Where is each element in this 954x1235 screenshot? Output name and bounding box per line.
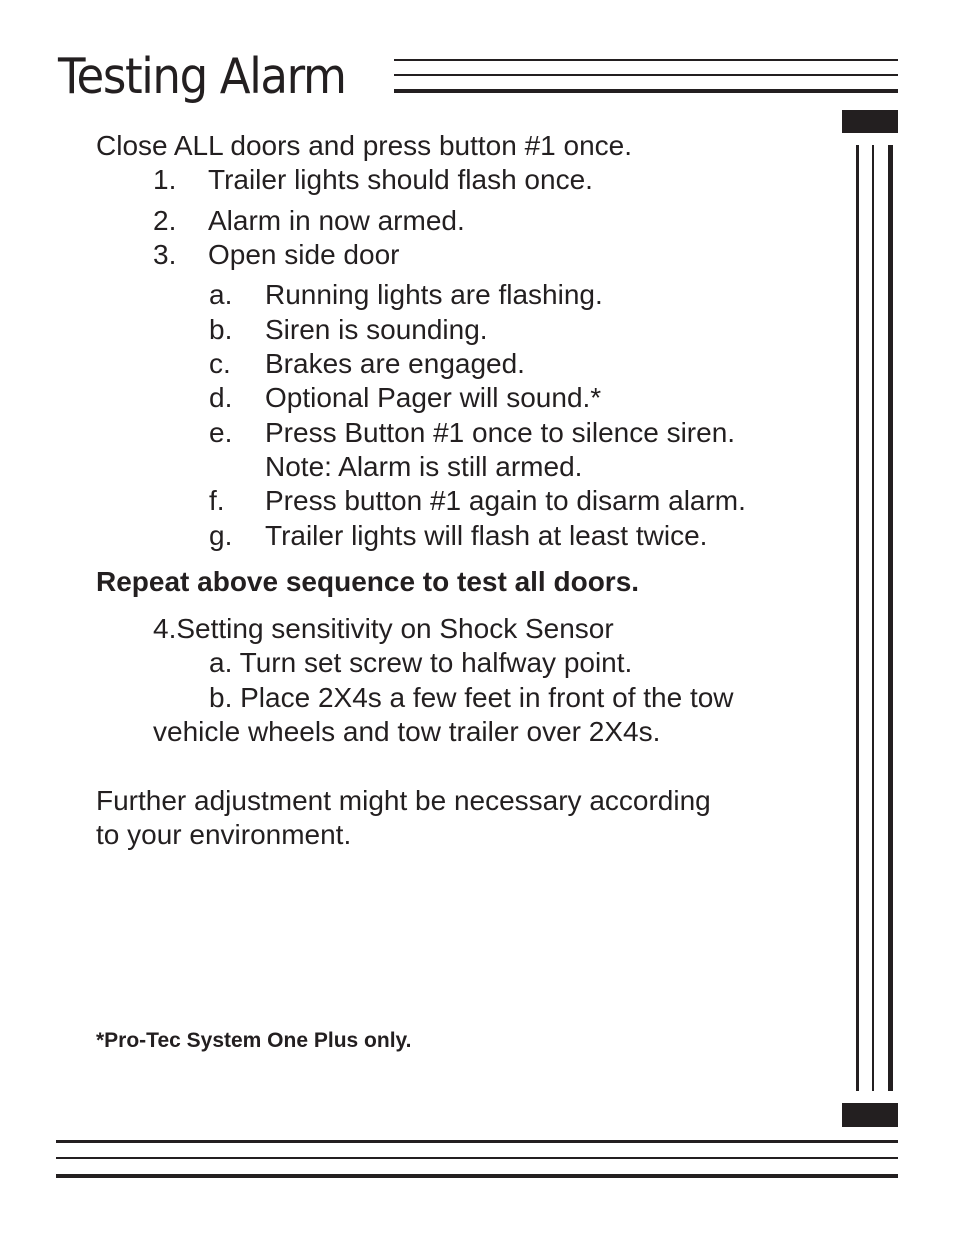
shock-step-b-line2: vehicle wheels and tow trailer over 2X4s. [153, 716, 661, 747]
substep-text: Optional Pager will sound.* [265, 382, 602, 413]
substep-text: Running lights are flashing. [265, 279, 603, 310]
bottom-rule-bottom [56, 1174, 898, 1178]
substep-letter: c. [209, 348, 231, 379]
substep-text: Press button #1 again to disarm alarm. [265, 485, 746, 516]
step-number: 1. [153, 164, 177, 195]
substep-letter: g. [209, 520, 233, 551]
substep-text: Trailer lights will flash at least twice. [265, 520, 708, 551]
substep-letter: e. [209, 417, 233, 448]
right-line-2 [872, 145, 874, 1091]
right-line-1 [856, 145, 859, 1091]
substep-text: Press Button #1 once to silence siren. [265, 417, 736, 448]
shock-step-b-line1: b. Place 2X4s a few feet in front of the tow [209, 682, 734, 713]
right-tab-bottom [842, 1103, 898, 1127]
step-number: 2. [153, 205, 177, 236]
substep-text: Siren is sounding. [265, 314, 488, 345]
right-tab-top [842, 110, 898, 133]
further-adjustment-line2: to your environment. [96, 819, 352, 850]
title-rule-middle [394, 74, 898, 76]
substep-letter: b. [209, 314, 233, 345]
title-rule-top [394, 59, 898, 61]
substep-note: Note: Alarm is still armed. [265, 451, 583, 482]
further-adjustment-line1: Further adjustment might be necessary according [96, 785, 711, 816]
title-rule-bottom [394, 89, 898, 93]
bottom-rule-top [56, 1140, 898, 1143]
substep-text: Brakes are engaged. [265, 348, 525, 379]
step-text: Trailer lights should flash once. [208, 164, 593, 195]
substep-letter: a. [209, 279, 233, 310]
intro-text: Close ALL doors and press button #1 once. [96, 130, 632, 161]
bottom-rule-middle [56, 1157, 898, 1159]
step-number: 3. [153, 239, 177, 270]
repeat-note: Repeat above sequence to test all doors. [96, 566, 640, 597]
footnote: *Pro-Tec System One Plus only. [96, 1029, 412, 1052]
right-line-3 [888, 145, 893, 1091]
page-title: Testing Alarm [58, 48, 346, 105]
step-text: Open side door [208, 239, 400, 270]
step-text: Alarm in now armed. [208, 205, 465, 236]
shock-step-a: a. Turn set screw to halfway point. [209, 647, 633, 678]
substep-letter: d. [209, 382, 233, 413]
substep-letter: f. [209, 485, 225, 516]
shock-heading: 4.Setting sensitivity on Shock Sensor [153, 613, 614, 644]
